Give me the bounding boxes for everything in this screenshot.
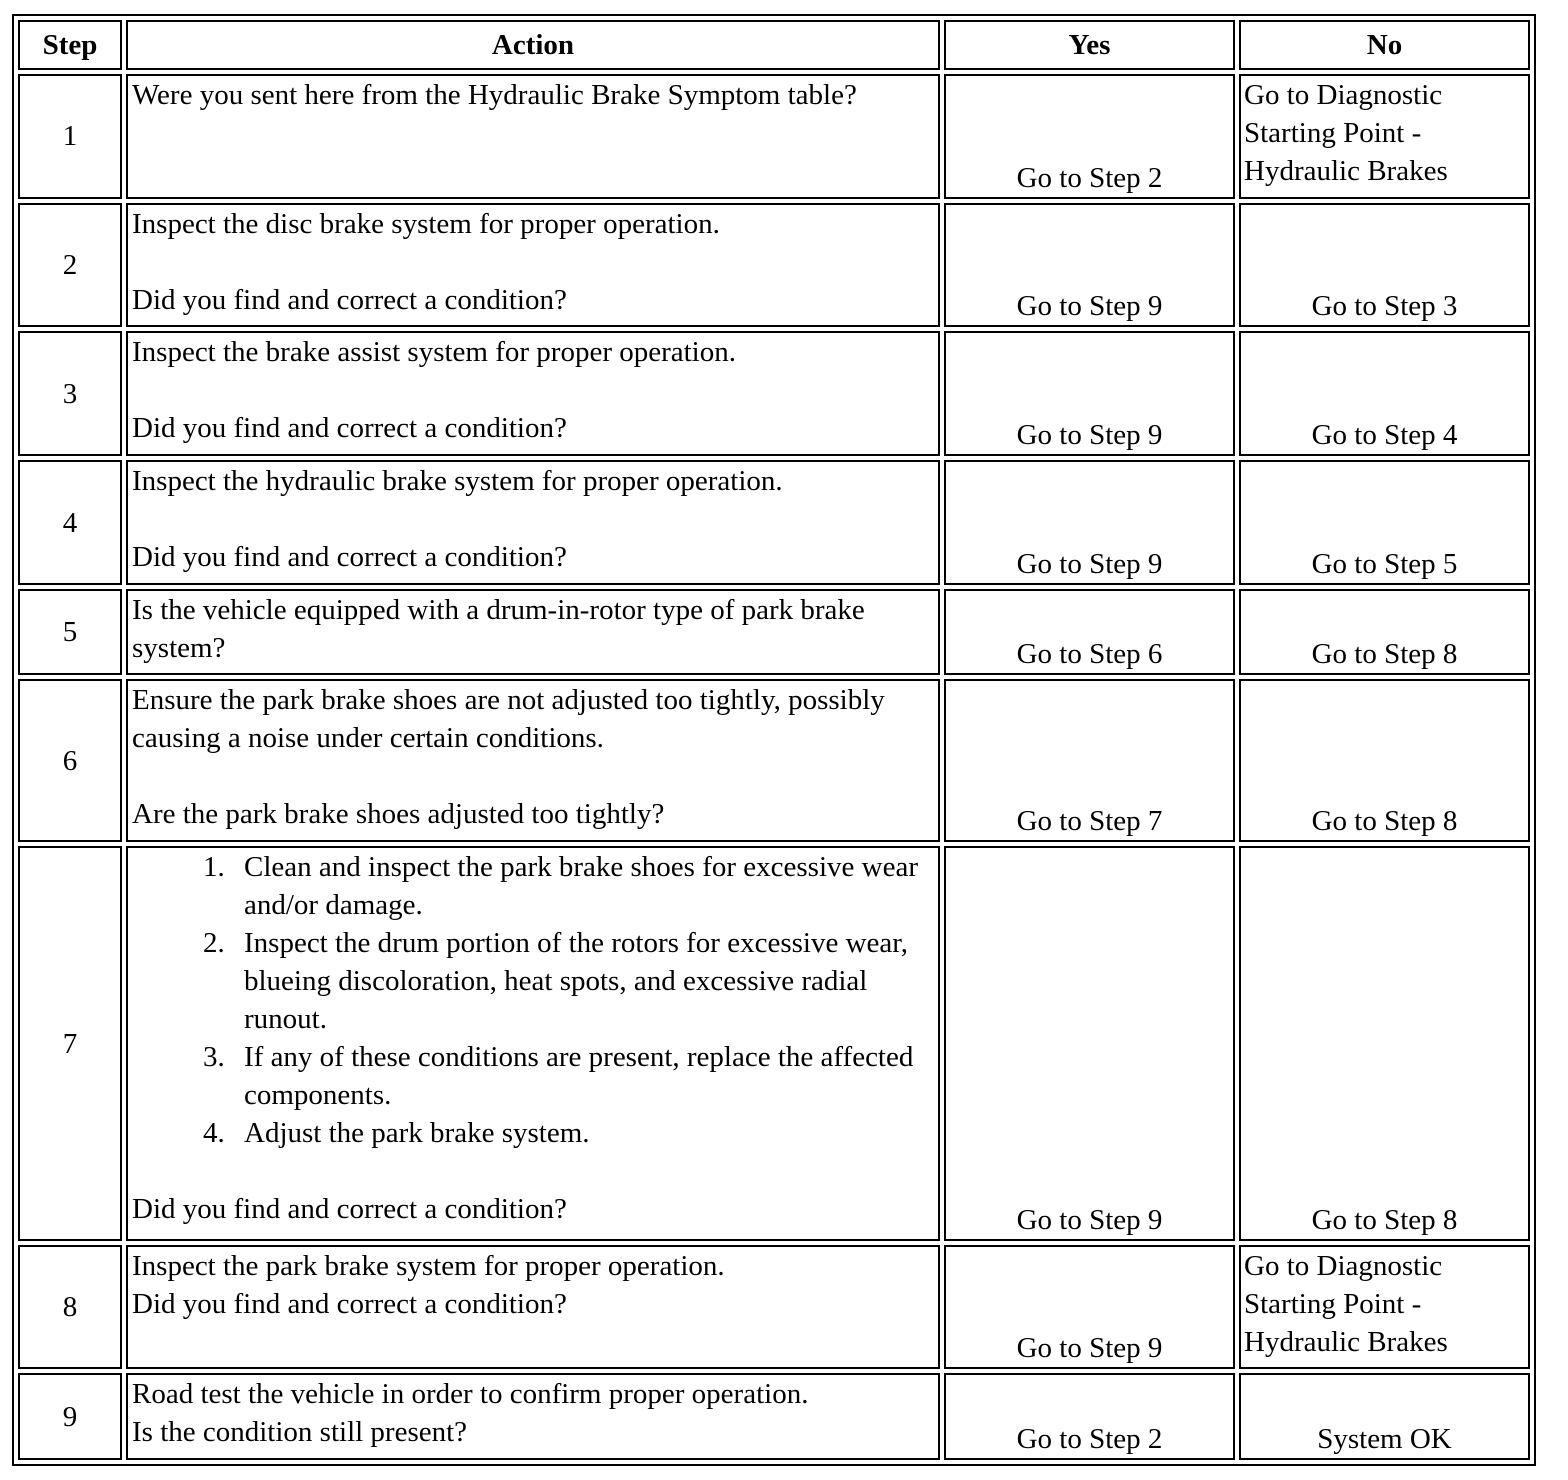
action-cell	[126, 331, 940, 456]
no-result: System OK	[1239, 1373, 1530, 1460]
procedure-item: 3. If any of these conditions are present, replace the affected components.	[232, 1038, 934, 1114]
yes-result: Go to Step 2	[944, 74, 1235, 199]
action-cell	[126, 1245, 940, 1370]
no-result: Go to Step 3	[1239, 203, 1530, 328]
no-result: Go to Diagnostic Starting Point - Hydraulic Brakes	[1239, 74, 1530, 199]
diagnostic-table	[14, 16, 1534, 1464]
no-result: Go to Diagnostic Starting Point - Hydraulic Brakes	[1239, 1245, 1530, 1370]
no-result: Go to Step 5	[1239, 460, 1530, 585]
spacer	[132, 500, 934, 538]
action-text: Were you sent here from the Hydraulic Brake Symptom table?	[126, 74, 940, 199]
action-question: Did you find and correct a condition?	[132, 541, 567, 574]
yes-result: Go to Step 9	[944, 1245, 1235, 1370]
table-row	[18, 1245, 1530, 1370]
action-cell	[126, 679, 940, 842]
header-no: No	[1239, 20, 1530, 70]
action-text: Ensure the park brake shoes are not adjusted too tightly, possibly causing a noise under certain conditions.	[132, 684, 885, 755]
action-text: Inspect the disc brake system for proper operation.	[132, 207, 720, 240]
action-text: Inspect the hydraulic brake system for proper operation.	[132, 465, 783, 498]
action-question: Did you find and correct a condition?	[132, 1287, 567, 1320]
step-number: 9	[18, 1373, 122, 1460]
action-text: Inspect the park brake system for proper operation.	[132, 1249, 725, 1282]
yes-result: Go to Step 9	[944, 846, 1235, 1240]
yes-result: Go to Step 2	[944, 1373, 1235, 1460]
action-cell	[126, 460, 940, 585]
spacer	[132, 757, 934, 795]
header-row	[18, 20, 1530, 70]
action-text: Road test the vehicle in order to confirm proper operation.	[132, 1378, 809, 1411]
no-result: Go to Step 8	[1239, 679, 1530, 842]
step-number: 1	[18, 74, 122, 199]
step-number: 2	[18, 203, 122, 328]
header-action: Action	[126, 20, 940, 70]
procedure-item: 1. Clean and inspect the park brake shoes for excessive wear and/or damage.	[232, 848, 934, 924]
action-text: Inspect the brake assist system for proper operation.	[132, 336, 736, 369]
yes-result: Go to Step 9	[944, 460, 1235, 585]
procedure-list	[132, 848, 934, 1152]
procedure-item: 2. Inspect the drum portion of the rotors for excessive wear, blueing discoloration, heat spots, and excessive radial runout.	[232, 924, 934, 1038]
table-row	[18, 74, 1530, 199]
table-row	[18, 203, 1530, 328]
action-question: Are the park brake shoes adjusted too tightly?	[132, 798, 665, 831]
header-step: Step	[18, 20, 122, 70]
yes-result: Go to Step 6	[944, 589, 1235, 676]
spacer	[132, 1152, 934, 1190]
no-result: Go to Step 8	[1239, 846, 1530, 1240]
step-number: 4	[18, 460, 122, 585]
no-result: Go to Step 8	[1239, 589, 1530, 676]
table-row	[18, 1373, 1530, 1460]
step-number: 5	[18, 589, 122, 676]
step-number: 8	[18, 1245, 122, 1370]
diagnostic-table-frame	[12, 14, 1536, 1466]
action-cell	[126, 846, 940, 1240]
spacer	[132, 243, 934, 281]
procedure-item: 4. Adjust the park brake system.	[232, 1114, 934, 1152]
yes-result: Go to Step 9	[944, 203, 1235, 328]
table-row	[18, 846, 1530, 1240]
action-cell	[126, 203, 940, 328]
yes-result: Go to Step 7	[944, 679, 1235, 842]
action-question: Did you find and correct a condition?	[132, 283, 567, 316]
action-text: Is the vehicle equipped with a drum-in-rotor type of park brake system?	[126, 589, 940, 676]
action-cell	[126, 1373, 940, 1460]
step-number: 3	[18, 331, 122, 456]
yes-result: Go to Step 9	[944, 331, 1235, 456]
no-result: Go to Step 4	[1239, 331, 1530, 456]
table-row	[18, 679, 1530, 842]
spacer	[132, 371, 934, 409]
action-question: Did you find and correct a condition?	[132, 412, 567, 445]
table-row	[18, 460, 1530, 585]
header-yes: Yes	[944, 20, 1235, 70]
step-number: 7	[18, 846, 122, 1240]
table-row	[18, 331, 1530, 456]
action-question: Is the condition still present?	[132, 1416, 468, 1449]
table-row	[18, 589, 1530, 676]
action-question: Did you find and correct a condition?	[132, 1193, 567, 1226]
step-number: 6	[18, 679, 122, 842]
